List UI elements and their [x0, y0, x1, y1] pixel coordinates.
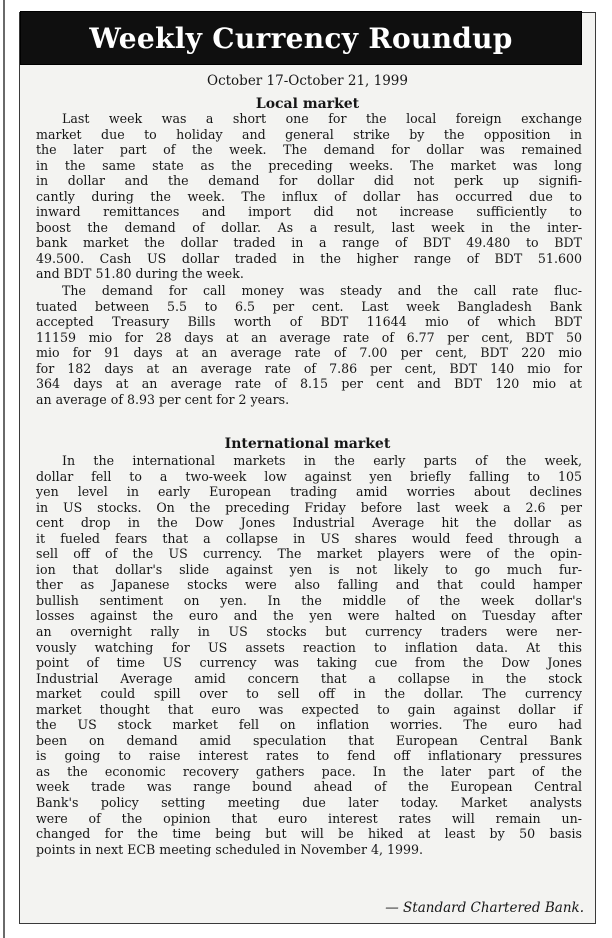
paragraph-line: dollar fell to a two-week low against yen briefly falling to 105	[36, 468, 582, 484]
paragraph-line: ion that dollar's slide against yen is not likely to go much fur-	[36, 561, 582, 577]
paragraph-line: points in next ECB meeting scheduled in November 4, 1999.	[36, 841, 424, 857]
paragraph-line: changed for the time being but will be hiked at least by 50 basis	[36, 826, 582, 842]
signature: — Standard Chartered Bank.	[385, 900, 584, 916]
international-market-paragraph	[36, 453, 582, 857]
title-banner	[20, 11, 582, 65]
paragraph-line: 49.500. Cash US dollar traded in the higher range of BDT 51.600	[36, 250, 582, 266]
paragraph-line: point of time US currency was taking cue from the Dow Jones	[36, 655, 582, 671]
paragraph-line: cantly during the week. The influx of dollar has occurred due to	[36, 188, 582, 204]
paragraph-line: the later part of the week. The demand for dollar was remained	[36, 142, 582, 158]
paragraph-line: it fueled fears that a collapse in US shares would feed through a	[36, 530, 582, 546]
paragraph-line: an overnight rally in US stocks but currency traders were ner-	[36, 624, 582, 640]
paragraph-line: 11159 mio for 28 days at an average rate of 6.77 per cent, BDT 50	[36, 329, 582, 345]
paragraph-line: and BDT 51.80 during the week.	[36, 266, 244, 282]
paragraph-line: is going to raise interest rates to fend off inflationary pressures	[36, 748, 582, 764]
paragraph-line: market could spill over to sell off in the dollar. The currency	[36, 686, 582, 702]
local-market-paragraph-1	[36, 111, 582, 282]
paragraph-line: bullish sentiment on yen. In the middle of the week dollar's	[36, 592, 582, 608]
paragraph-line: in the same state as the preceding weeks. The market was long	[36, 157, 582, 173]
paragraph-line: Industrial Average amid concern that a collapse in the stock	[36, 670, 582, 686]
paragraph-line: mio for 91 days at an average rate of 7.00 per cent, BDT 220 mio	[36, 345, 582, 361]
paragraph-line: 364 days at an average rate of 8.15 per cent and BDT 120 mio at	[36, 376, 582, 392]
page-edge-line	[3, 0, 5, 938]
paragraph-line: market due to holiday and general strike by the opposition in	[36, 126, 582, 142]
paragraph-line: cent drop in the Dow Jones Industrial Average hit the dollar as	[36, 515, 582, 531]
paragraph-line: Last week was a short one for the local foreign exchange	[62, 111, 582, 126]
paragraph-line: Bank's policy setting meeting due later today. Market analysts	[36, 795, 582, 811]
paragraph-line: accepted Treasury Bills worth of BDT 11644 mio of which BDT	[36, 314, 582, 330]
paragraph-line: inward remittances and import did not increase sufficiently to	[36, 204, 582, 220]
paragraph-line: as the economic recovery gathers pace. In the later part of the	[36, 763, 582, 779]
paragraph-line: week trade was range bound ahead of the European Central	[36, 779, 582, 795]
paragraph-line: The demand for call money was steady and the call rate fluc-	[62, 283, 582, 298]
local-market-paragraph-2	[36, 283, 582, 407]
paragraph-line: for 182 days at an average rate of 7.86 per cent, BDT 140 mio for	[36, 360, 582, 376]
paragraph-line: yen level in early European trading amid worries about declines	[36, 484, 582, 500]
paragraph-line: were of the opinion that euro interest rates will remain un-	[36, 810, 582, 826]
dateline: October 17-October 21, 1999	[207, 73, 408, 89]
paragraph-line: boost the demand of dollar. As a result, last week in the inter-	[36, 219, 582, 235]
paragraph-line: an average of 8.93 per cent for 2 years.	[36, 391, 290, 407]
paragraph-line: tuated between 5.5 to 6.5 per cent. Last week Bangladesh Bank	[36, 298, 582, 314]
paragraph-line: vously watching for US assets reaction to inflation data. At this	[36, 639, 582, 655]
paragraph-line: losses against the euro and the yen were halted on Tuesday after	[36, 608, 582, 624]
paragraph-line: bank market the dollar traded in a range of BDT 49.480 to BDT	[36, 235, 582, 251]
paragraph-line: sell off of the US currency. The market players were of the opin-	[36, 546, 582, 562]
paragraph-line: market thought that euro was expected to gain against dollar if	[36, 701, 582, 717]
local-market-heading: Local market	[255, 96, 360, 112]
paragraph-line: In the international markets in the early parts of the week,	[62, 453, 582, 468]
paragraph-line: in US stocks. On the preceding Friday before last week a 2.6 per	[36, 499, 582, 515]
international-market-heading: International market	[224, 436, 391, 452]
page-title: Weekly Currency Roundup	[89, 21, 513, 55]
paragraph-line: been on demand amid speculation that European Central Bank	[36, 732, 582, 748]
paragraph-line: ther as Japanese stocks were also falling and that could hamper	[36, 577, 582, 593]
paragraph-line: in dollar and the demand for dollar did not perk up signifi-	[36, 173, 582, 189]
paragraph-line: the US stock market fell on inflation worries. The euro had	[36, 717, 582, 733]
